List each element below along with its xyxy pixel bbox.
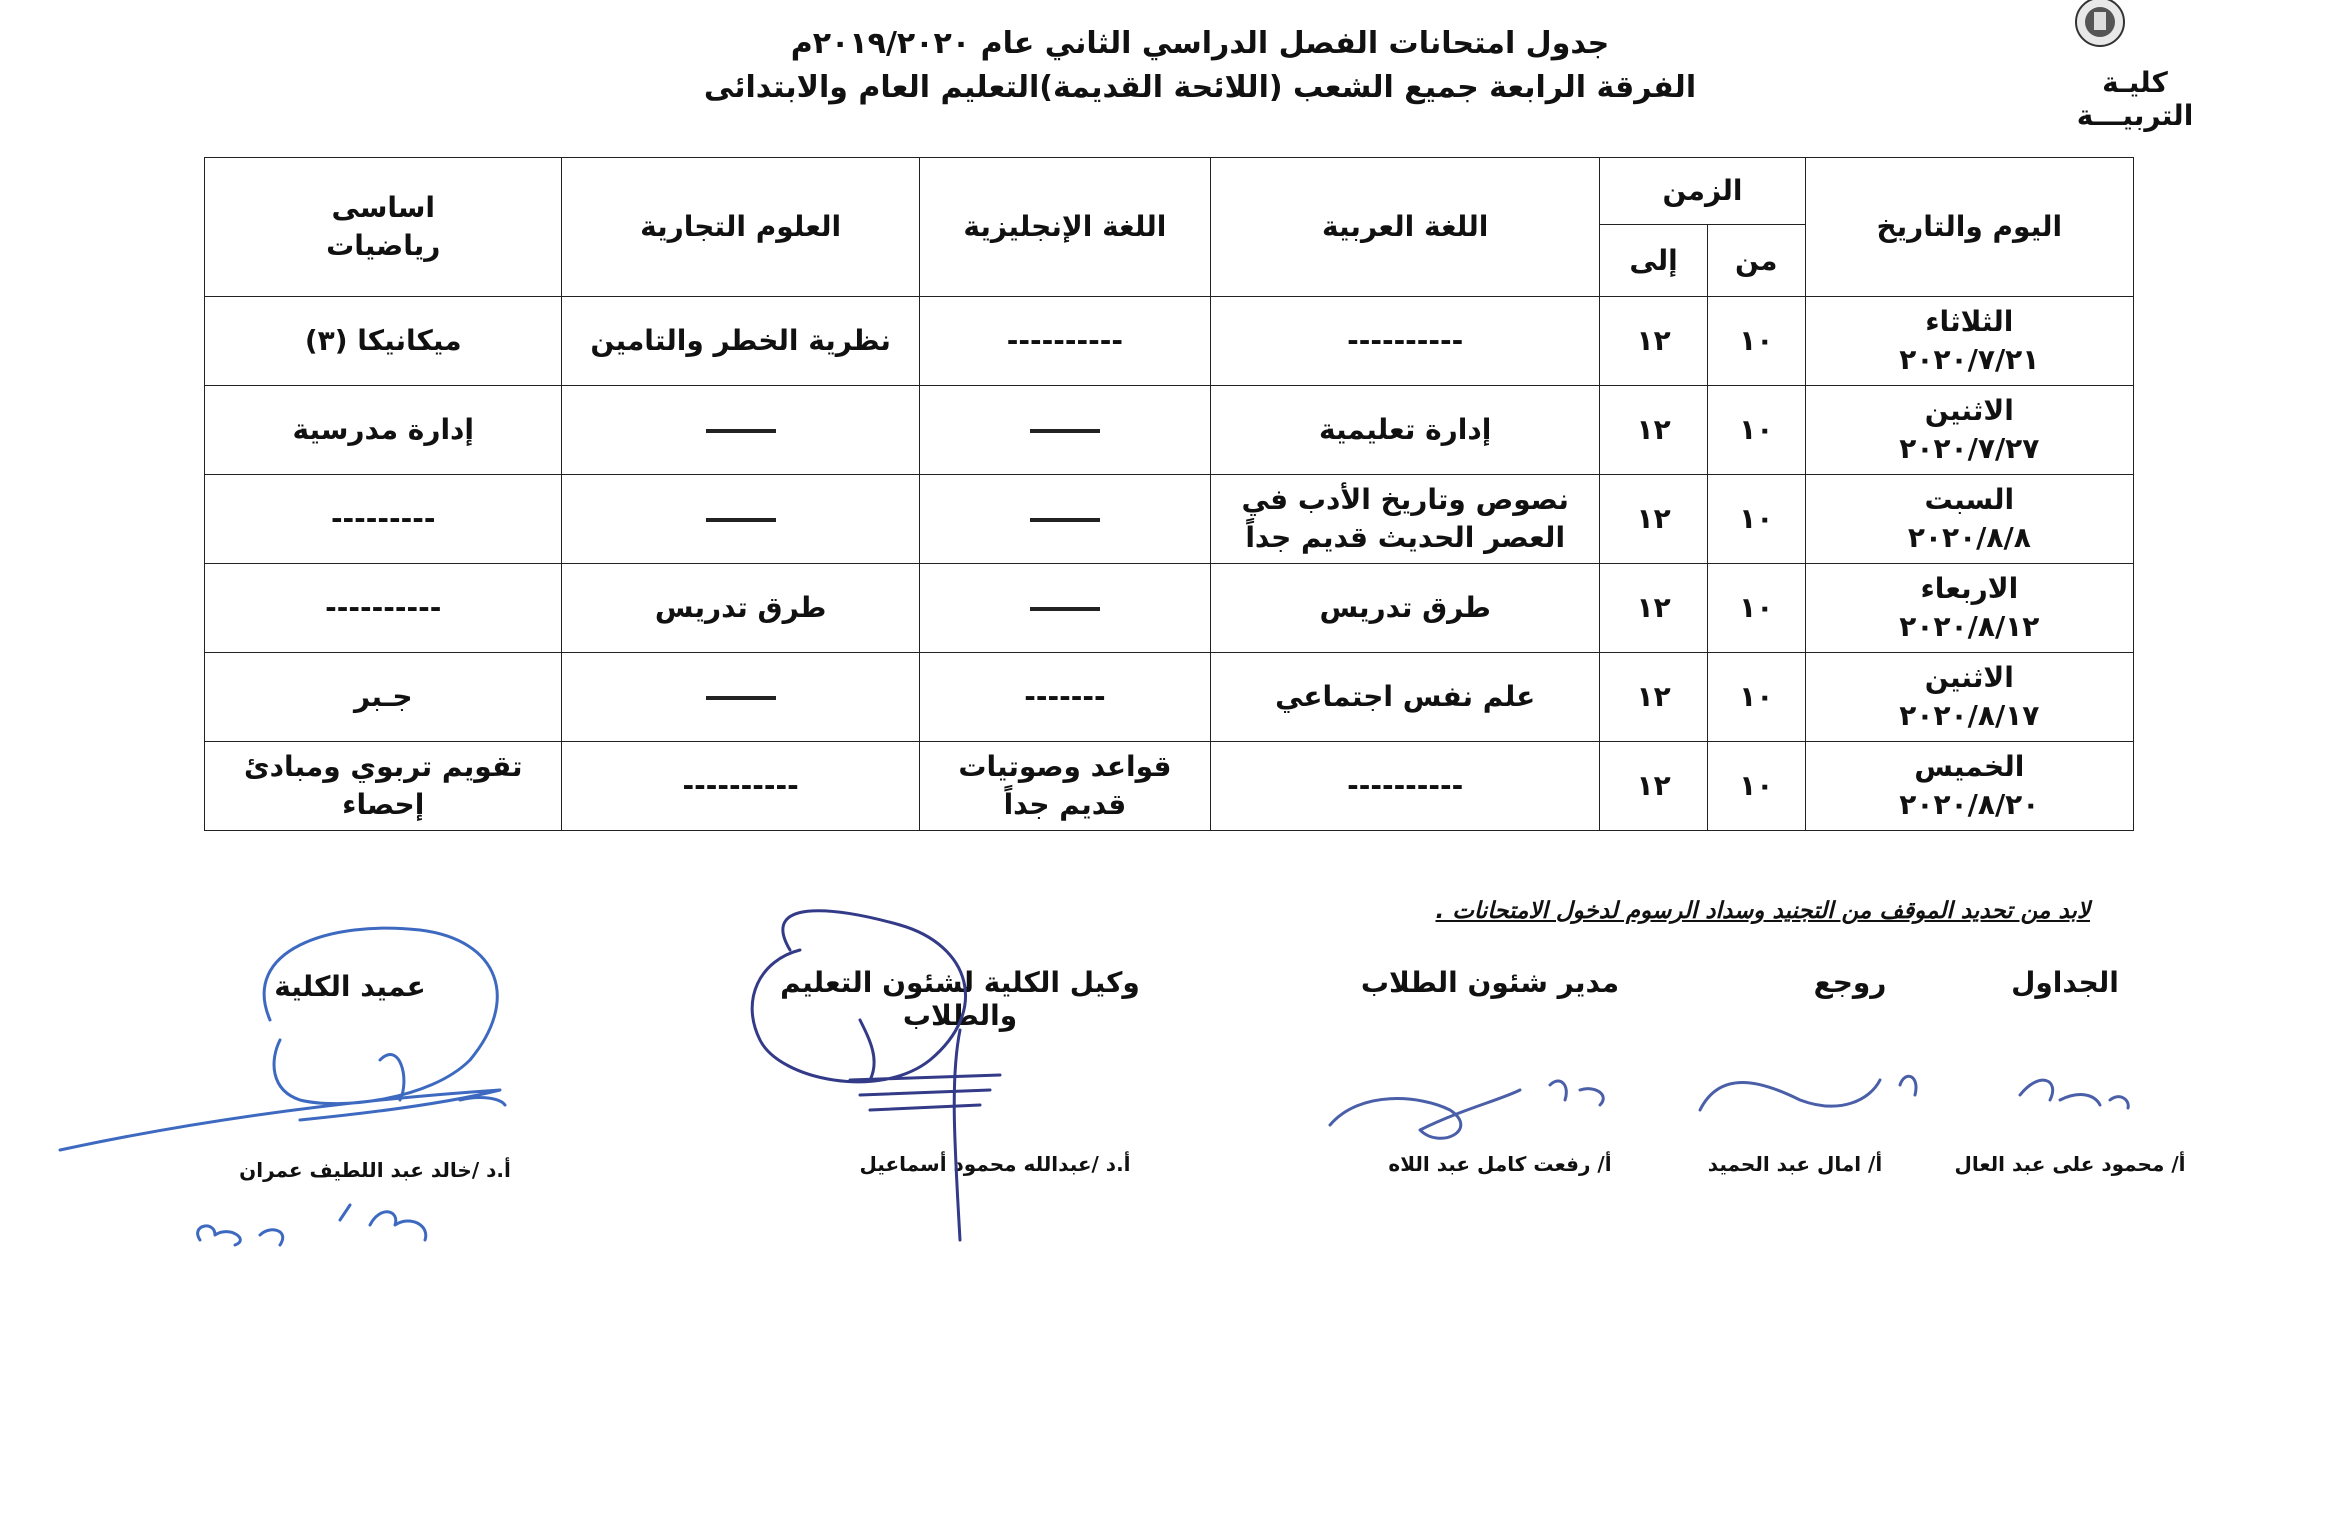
header-commerce: العلوم التجارية [562, 158, 919, 297]
dean-name: أ.د /خالد عبد اللطيف عمران [239, 1158, 511, 1182]
reviewed-name: أ/ امال عبد الحميد [1707, 1152, 1883, 1176]
cell-text: ١٠ [1739, 680, 1774, 714]
arabic-exam-cell [1211, 564, 1600, 653]
math-exam-cell [205, 742, 562, 831]
to-time-cell [1600, 297, 1707, 386]
dean-title: عميد الكلية [274, 970, 426, 1003]
reviewed-signature [1700, 1076, 1916, 1110]
from-time-cell [1707, 297, 1805, 386]
from-time-cell [1707, 475, 1805, 564]
arabic-exam-cell [1211, 386, 1600, 475]
tables-signature [2020, 1080, 2128, 1108]
cell-text: إدارة تعليمية [1319, 413, 1492, 447]
commerce-exam-cell [562, 564, 919, 653]
math-exam-cell [205, 297, 562, 386]
arabic-exam-cell [1211, 475, 1600, 564]
cell-text: ١٠ [1739, 413, 1774, 447]
table-row [205, 386, 2134, 475]
header-math [205, 158, 562, 297]
from-time-cell [1707, 653, 1805, 742]
to-time-cell [1600, 653, 1707, 742]
from-time-cell [1707, 742, 1805, 831]
cell-text: طرق تدريس [654, 591, 827, 625]
cell-text: ---------- [325, 591, 442, 625]
cell-text: تقويم تربوي ومبادئ إحصاء [243, 750, 523, 821]
exam-date: ٢٠٢٠/٨/٢٠ [1899, 788, 2040, 821]
no-exam-dash [1030, 607, 1100, 611]
exam-date: ٢٠٢٠/٨/١٢ [1899, 610, 2040, 643]
exam-date: ٢٠٢٠/٧/٢١ [1899, 343, 2040, 376]
english-exam-cell [919, 564, 1210, 653]
faculty-name: كليـة التربيـــة [2076, 66, 2194, 132]
header-math-line1: اساسى [331, 191, 435, 225]
cell-text: ---------- [1347, 769, 1464, 803]
exam-date: ٢٠٢٠/٨/١٧ [1899, 699, 2040, 732]
requirement-note: لابد من تحديد الموقف من التجنيد وسداد الرسوم لدخول الامتحانات . [1435, 898, 2090, 924]
cell-text: ---------- [1006, 324, 1124, 358]
commerce-exam-cell [562, 742, 919, 831]
no-exam-dash [1030, 429, 1100, 433]
day-date-cell [1805, 386, 2133, 475]
vice-dean-title: وكيل الكلية لشئون التعليم والطلاب [780, 966, 1140, 1032]
cell-text: ١٢ [1636, 502, 1671, 536]
vice-dean-signature [752, 911, 1000, 1240]
day-name: الاثنين [1924, 661, 2014, 695]
day-name: الاثنين [1924, 394, 2014, 428]
day-name: السبت [1924, 483, 2015, 517]
reviewed-title: روجع [1813, 966, 1887, 999]
table-row [205, 297, 2134, 386]
cell-text: ١٢ [1636, 680, 1671, 714]
table-body [205, 297, 2134, 831]
to-time-cell [1600, 475, 1707, 564]
university-logo-icon [2070, 0, 2130, 52]
no-exam-dash [1030, 518, 1100, 522]
cell-text: نصوص وتاريخ الأدب في العصر الحديث قديم جداً [1241, 483, 1569, 554]
table-header-row [205, 158, 2134, 225]
header-from: من [1707, 225, 1805, 297]
from-time-cell [1707, 386, 1805, 475]
arabic-exam-cell [1211, 297, 1600, 386]
math-exam-cell [205, 386, 562, 475]
day-date-cell [1805, 564, 2133, 653]
header-english: اللغة الإنجليزية [919, 158, 1210, 297]
exam-schedule-table [204, 157, 2134, 831]
exam-date: ٢٠٢٠/٨/٨ [1907, 521, 2031, 554]
day-date-cell [1805, 297, 2133, 386]
arabic-exam-cell [1211, 742, 1600, 831]
student-affairs-signature [1330, 1081, 1603, 1138]
math-exam-cell [205, 475, 562, 564]
header-time: الزمن [1600, 158, 1805, 225]
no-exam-dash [706, 429, 776, 433]
math-exam-cell [205, 653, 562, 742]
english-exam-cell [919, 653, 1210, 742]
math-exam-cell [205, 564, 562, 653]
cell-text: ١٢ [1636, 769, 1671, 803]
header-arabic: اللغة العربية [1211, 158, 1600, 297]
table-row [205, 475, 2134, 564]
header-to: إلى [1600, 225, 1707, 297]
day-name: الخميس [1914, 750, 2025, 784]
page-subtitle: الفرقة الرابعة جميع الشعب (اللائحة القديمة)التعليم العام والابتدائى [703, 70, 1697, 105]
dean-signature [60, 928, 505, 1150]
to-time-cell [1600, 564, 1707, 653]
cell-text: ---------- [1347, 324, 1464, 358]
to-time-cell [1600, 386, 1707, 475]
cell-text: نظرية الخطر والتامين [590, 324, 891, 358]
cell-text: ميكانيكا (٣) [304, 324, 462, 358]
student-affairs-name: أ/ رفعت كامل عبد اللاه [1388, 1152, 1612, 1176]
cell-text: ---------- [682, 769, 799, 803]
no-exam-dash [706, 518, 776, 522]
exam-date: ٢٠٢٠/٧/٢٧ [1899, 432, 2040, 465]
table-row [205, 742, 2134, 831]
cell-text: ١٢ [1636, 591, 1671, 625]
cell-text: علم نفس اجتماعي [1275, 680, 1536, 714]
cell-text: إدارة مدرسية [292, 413, 475, 447]
english-exam-cell [919, 475, 1210, 564]
day-date-cell [1805, 653, 2133, 742]
header-day-date: اليوم والتاريخ [1805, 158, 2133, 297]
english-exam-cell [919, 297, 1210, 386]
cell-text: ١٢ [1636, 413, 1671, 447]
cell-text: جـبر [353, 680, 413, 714]
english-exam-cell [919, 742, 1210, 831]
cell-text: طرق تدريس [1319, 591, 1491, 625]
commerce-exam-cell [562, 653, 919, 742]
cell-text: قواعد وصوتيات قديم جداً [958, 750, 1172, 821]
page-title: جدول امتحانات الفصل الدراسي الثاني عام ٢٠١٩/٢٠٢٠م [790, 26, 1610, 61]
day-date-cell [1805, 742, 2133, 831]
day-date-cell [1805, 475, 2133, 564]
student-affairs-title: مدير شئون الطلاب [1360, 966, 1620, 999]
cell-text: ١٠ [1739, 502, 1774, 536]
tables-name: أ/ محمود على عبد العال [1954, 1152, 2186, 1176]
dean-date-scribble [198, 1205, 426, 1245]
arabic-exam-cell [1211, 653, 1600, 742]
table-row [205, 653, 2134, 742]
day-name: الثلاثاء [1925, 305, 2014, 339]
from-time-cell [1707, 564, 1805, 653]
day-name: الاربعاء [1920, 572, 2019, 606]
cell-text: ١٠ [1739, 769, 1774, 803]
header-math-line2: رياضيات [326, 229, 441, 262]
commerce-exam-cell [562, 475, 919, 564]
table-row [205, 564, 2134, 653]
commerce-exam-cell [562, 297, 919, 386]
cell-text: ١٠ [1739, 324, 1774, 358]
vice-dean-name: أ.د /عبدالله محمود أسماعيل [859, 1152, 1131, 1176]
to-time-cell [1600, 742, 1707, 831]
commerce-exam-cell [562, 386, 919, 475]
cell-text: --------- [330, 502, 436, 536]
cell-text: ١٠ [1739, 591, 1774, 625]
cell-text: ١٢ [1636, 324, 1671, 358]
no-exam-dash [706, 696, 776, 700]
tables-title: الجداول [2011, 966, 2119, 999]
english-exam-cell [919, 386, 1210, 475]
cell-text: ------- [1024, 680, 1106, 714]
